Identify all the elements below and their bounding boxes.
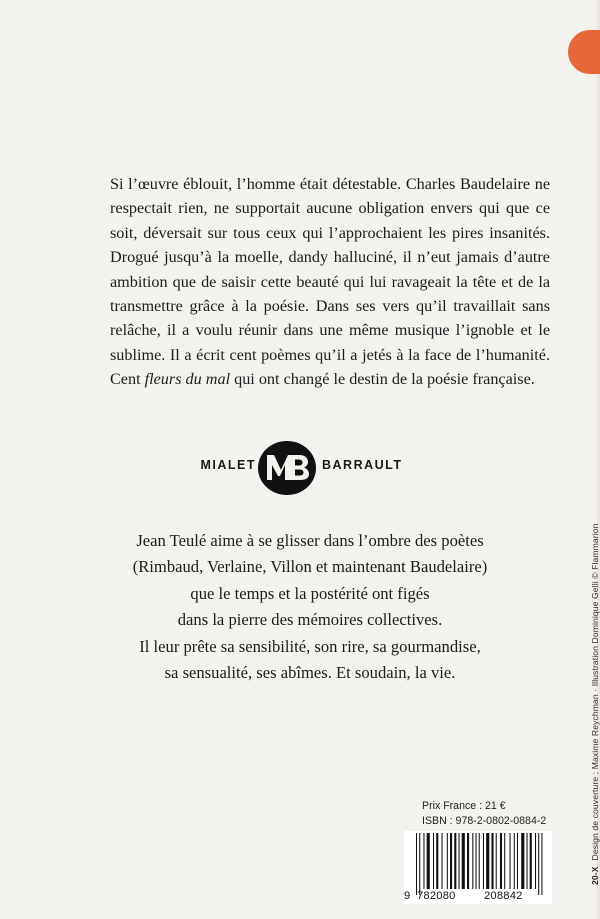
blurb-text bbox=[110, 172, 550, 392]
barcode-bar bbox=[530, 833, 532, 889]
credits-text: Design de couverture : Maxime Reychman · Illustration Dominique Gelli © Flammarion bbox=[590, 523, 600, 861]
isbn-label: ISBN : 978-2-0802-0884-2 bbox=[422, 815, 547, 827]
blurb-line-9: qu’il a jetés à la face de l’humanité. Cent bbox=[110, 345, 551, 389]
credits-code: 20-X bbox=[590, 866, 600, 885]
ean-left-group: 782080 bbox=[417, 890, 456, 902]
barcode-bar bbox=[486, 833, 489, 889]
barcode-bar bbox=[541, 833, 542, 895]
barcode bbox=[404, 831, 552, 904]
barcode-bar bbox=[527, 833, 528, 889]
barcode-bar bbox=[427, 833, 430, 889]
barcode-bar bbox=[491, 833, 493, 889]
barcode-bar bbox=[462, 833, 465, 889]
publisher-name-right: BARRAULT bbox=[322, 458, 403, 472]
barcode-bar bbox=[538, 833, 539, 895]
barcode-bar bbox=[416, 833, 417, 895]
publisher-name-left: MIALET bbox=[200, 458, 256, 472]
barcode-bar bbox=[442, 833, 443, 889]
barcode-bar bbox=[479, 833, 480, 889]
barcode-bar bbox=[459, 833, 460, 889]
blurb-line-3: qui que ce soit, déversait sur tous ceux qui l’approchaient bbox=[110, 199, 550, 242]
barcode-area bbox=[404, 800, 552, 904]
barcode-bar bbox=[521, 833, 524, 889]
author-line-2: (Rimbaud, Verlaine, Villon et maintenant Baudelaire) bbox=[132, 557, 488, 577]
blurb-line-4: les pires insanités. Drogué jusqu’à la moelle, dandy halluciné, bbox=[110, 223, 550, 267]
blurb-line-2: ne respectait rien, ne supportait aucune obligation envers bbox=[110, 175, 550, 218]
blurb-line-10: changé le destin de la poésie française. bbox=[283, 370, 535, 389]
blurb-after-italic: qui ont bbox=[230, 370, 280, 389]
barcode-bar bbox=[514, 833, 515, 889]
barcode-bar bbox=[504, 833, 505, 889]
barcode-bar bbox=[450, 833, 452, 889]
barcode-bar bbox=[517, 833, 518, 889]
barcode-bar bbox=[454, 833, 456, 889]
blurb-line-5: il n’eut jamais d’autre ambition que de saisir cette beauté qui bbox=[110, 248, 550, 291]
barcode-bar bbox=[436, 833, 438, 889]
blurb-line-1: Si l’œuvre éblouit, l’homme était détestable. Charles Baudelaire bbox=[110, 175, 531, 193]
author-line-6: sa sensualité, ses abîmes. Et soudain, la vie. bbox=[164, 663, 456, 683]
publisher-logo bbox=[0, 436, 600, 496]
blurb-line-6: lui ravageait la tête et de la transmettre grâce à la poésie. Dans bbox=[110, 272, 551, 316]
author-line-4: dans la pierre des mémoires collectives. bbox=[177, 610, 443, 630]
barcode-bar bbox=[467, 833, 469, 889]
orange-tab bbox=[568, 30, 600, 74]
blurb-italic-title: fleurs du mal bbox=[144, 370, 231, 389]
blurb-line-7: ses vers qu’il travaillait sans relâche, il a voulu réunir dans une bbox=[110, 297, 551, 340]
author-note bbox=[80, 528, 540, 686]
barcode-bar bbox=[476, 833, 477, 889]
blurb-line-8: même musique l’ignoble et le sublime. Il a écrit cent poèmes bbox=[110, 321, 551, 364]
author-line-5: Il leur prête sa sensibilité, son rire, sa gourmandise, bbox=[139, 636, 481, 656]
price-label: Prix France : 21 € bbox=[422, 800, 506, 812]
barcode-bar bbox=[472, 833, 473, 889]
barcode-bar bbox=[496, 833, 497, 889]
publisher-monogram-icon bbox=[257, 440, 317, 496]
barcode-bar bbox=[419, 833, 420, 895]
barcode-bar bbox=[433, 833, 434, 889]
barcode-bar bbox=[500, 833, 502, 889]
cover-credits bbox=[590, 524, 600, 885]
barcode-bar bbox=[535, 833, 536, 889]
barcode-bar bbox=[510, 833, 511, 889]
author-line-3: que le temps et la postérité ont figés bbox=[190, 583, 430, 603]
ean-first-digit: 9 bbox=[404, 890, 411, 902]
ean-right-group: 208842 bbox=[484, 890, 523, 902]
barcode-bar bbox=[423, 833, 424, 889]
barcode-bar bbox=[483, 833, 484, 889]
author-line-1: Jean Teulé aime à se glisser dans l’ombre des poètes bbox=[136, 531, 484, 550]
barcode-bar bbox=[447, 833, 448, 889]
